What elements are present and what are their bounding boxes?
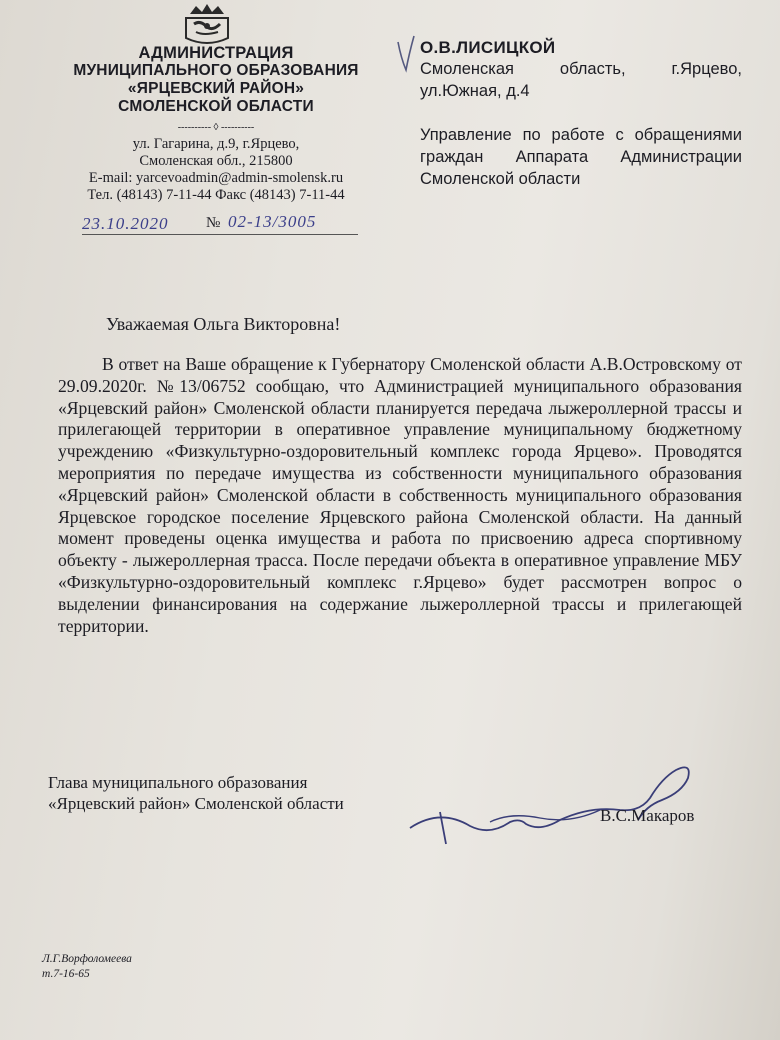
signatory-title-line1: Глава муниципального образования: [48, 773, 308, 792]
sender-org-line1: АДМИНИСТРАЦИЯ: [138, 44, 294, 62]
executor-phone: т.7-16-65: [42, 968, 90, 980]
registration-number-label: №: [206, 215, 221, 231]
registration-line: [82, 214, 372, 236]
letter-body: В ответ на Ваше обращение к Губернатору Смоленской области А.В.Островскому от 29.09.2020г. №13/06752 сообщаю, что Администрацией муниципального образования «Ярцевский район» Смоленской области планируется передача лыжероллерной трассы и прилегающей территории в оперативное управление муниципальному бюджетному учреждению «Физкультурно-оздоровительный комплекс города Ярцево». Проводятся мероприятия по передаче имущества из собственности муниципального образования «Ярцевский район» Смоленской области в собственность муниципального образования Ярцевское городское поселение Ярцевского района Смоленской области. На данный момент проведены оценка имущества и работа по присвоению адреса спортивному объекту - лыжероллерная трасса. После передачи объекта в оперативное управление МБУ «Физкультурно-оздоровительный комплекс г.Ярцево» будет рассмотрен вопрос о выделении финансирования на содержание лыжероллерной трассы и прилегающей территории.: [58, 354, 742, 636]
sender-phone: Тел. (48143) 7-11-44 Факс (48143) 7-11-44: [87, 187, 345, 203]
executor-block: [42, 952, 132, 982]
recipient-block: [420, 38, 742, 190]
sender-address-line1: ул. Гагарина, д.9, г.Ярцево,: [132, 136, 300, 152]
recipient-office: Управление по работе с обращениями граждан Аппарата Администрации Смоленской области: [420, 126, 742, 188]
registration-date: 23.10.2020: [82, 214, 169, 233]
signatory-title-line2: «Ярцевский район» Смоленской области: [48, 794, 344, 813]
sender-org-line4: СМОЛЕНСКОЙ ОБЛАСТИ: [118, 98, 314, 115]
recipient-address-line2: ул.Южная, д.4: [420, 82, 530, 100]
recipient-address-line1: Смоленская область, г.Ярцево,: [420, 60, 742, 78]
registration-number: 02-13/3005: [228, 212, 317, 231]
sender-org-line3: «ЯРЦЕВСКИЙ РАЙОН»: [127, 80, 305, 97]
sender-email: E-mail: yarcevoadmin@admin-smolensk.ru: [88, 170, 344, 186]
sender-block: [40, 44, 392, 204]
letter-greeting: Уважаемая Ольга Викторовна!: [106, 314, 341, 334]
registration-underline: [82, 234, 358, 235]
signer-name: В.С.Макаров: [600, 806, 695, 825]
signatory-title: [48, 772, 344, 814]
executor-name: Л.Г.Ворфоломеева: [42, 953, 132, 965]
sender-divider: ---------- ◊ ----------: [177, 122, 255, 133]
handwritten-check-mark: [394, 34, 418, 74]
sender-org-line2: МУНИЦИПАЛЬНОГО ОБРАЗОВАНИЯ: [73, 62, 359, 79]
handwritten-signature: [400, 748, 700, 848]
recipient-name: О.В.ЛИСИЦКОЙ: [420, 38, 556, 57]
sender-address-line2: Смоленская обл., 215800: [139, 153, 293, 169]
coat-of-arms-emblem: [178, 2, 236, 46]
